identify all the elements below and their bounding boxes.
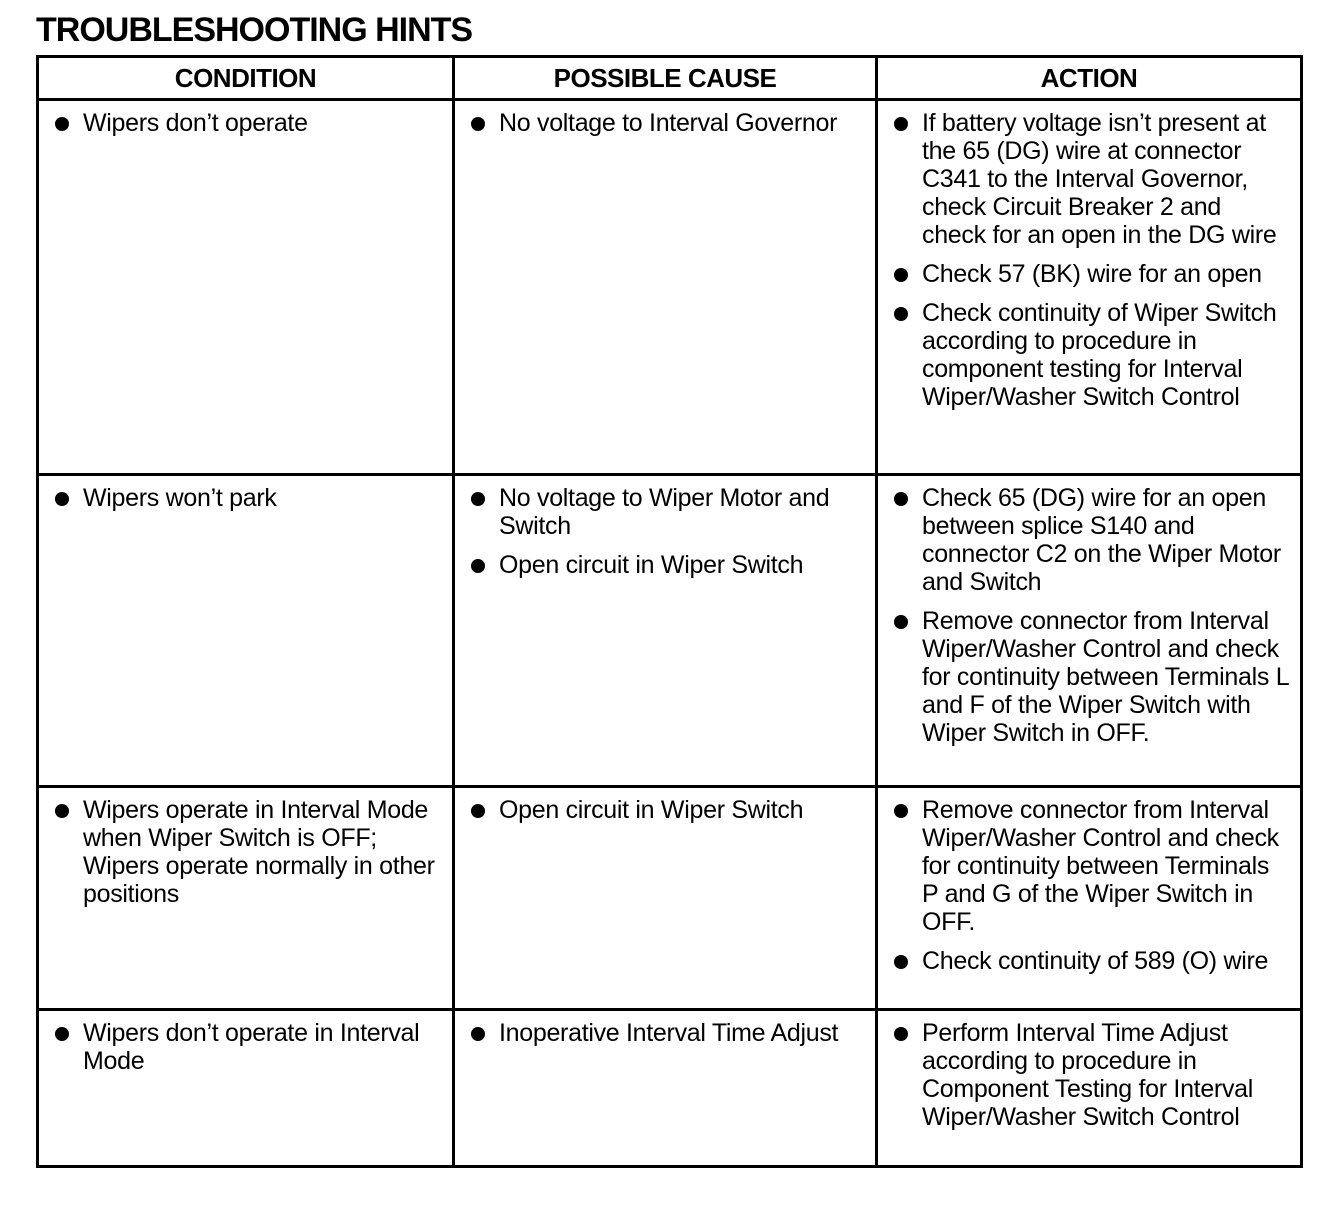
header-possible-cause: POSSIBLE CAUSE (454, 57, 877, 100)
bullet-icon (55, 804, 69, 818)
bullet-icon (471, 117, 485, 131)
list-item (469, 551, 865, 579)
condition-list (53, 796, 442, 908)
cause-list (469, 1019, 865, 1047)
list-item (53, 484, 442, 512)
action-text: Check continuity of 589 (O) wire (922, 947, 1269, 975)
condition-cell (38, 100, 454, 475)
action-text: Perform Interval Time Adjust according to procedure in Component Testing for Interval Wiper/Washer Switch Control (922, 1019, 1254, 1131)
bullet-icon (894, 1027, 908, 1041)
list-item (892, 260, 1290, 288)
cause-text: Inoperative Interval Time Adjust (499, 1019, 839, 1047)
list-item (892, 299, 1290, 411)
table-header-row (38, 57, 1302, 100)
bullet-icon (894, 268, 908, 282)
action-cell (877, 787, 1302, 1010)
bullet-icon (55, 117, 69, 131)
table-row (38, 475, 1302, 787)
bullet-icon (471, 1027, 485, 1041)
list-item (53, 796, 442, 908)
cause-cell (454, 100, 877, 475)
bullet-icon (894, 307, 908, 321)
cause-list (469, 484, 865, 579)
action-text: Remove connector from Interval Wiper/Washer Control and check for continuity between Terminals L and F of the Wiper Switch with Wiper Switch in OFF. (922, 607, 1289, 747)
bullet-icon (471, 492, 485, 506)
list-item (469, 796, 865, 824)
condition-list (53, 1019, 442, 1075)
table-row (38, 100, 1302, 475)
condition-text: Wipers don’t operate in Interval Mode (83, 1019, 420, 1075)
list-item (469, 109, 865, 137)
condition-cell (38, 475, 454, 787)
header-condition: CONDITION (38, 57, 454, 100)
action-text: If battery voltage isn’t present at the 65 (DG) wire at connector C341 to the Interval Governor, check Circuit Breaker 2 and check for an open in the DG wire (922, 109, 1277, 249)
list-item (892, 1019, 1290, 1131)
troubleshooting-table (36, 55, 1303, 1168)
list-item (892, 109, 1290, 249)
bullet-icon (894, 117, 908, 131)
bullet-icon (894, 615, 908, 629)
table-row (38, 787, 1302, 1010)
header-action: ACTION (877, 57, 1302, 100)
cause-text: No voltage to Wiper Motor and Switch (499, 484, 830, 540)
condition-cell (38, 787, 454, 1010)
bullet-icon (894, 804, 908, 818)
list-item (53, 1019, 442, 1075)
cause-list (469, 796, 865, 824)
page-title: TROUBLESHOOTING HINTS (36, 11, 473, 49)
action-cell (877, 475, 1302, 787)
list-item (892, 796, 1290, 936)
bullet-icon (894, 492, 908, 506)
cause-cell (454, 787, 877, 1010)
list-item (469, 484, 865, 540)
action-list (892, 1019, 1290, 1131)
action-cell (877, 100, 1302, 475)
action-list (892, 109, 1290, 411)
list-item (892, 947, 1290, 975)
action-list (892, 484, 1290, 747)
condition-list (53, 484, 442, 512)
cause-list (469, 109, 865, 137)
bullet-icon (55, 1027, 69, 1041)
condition-text: Wipers won’t park (83, 484, 277, 512)
condition-cell (38, 1010, 454, 1167)
bullet-icon (471, 559, 485, 573)
condition-list (53, 109, 442, 137)
action-list (892, 796, 1290, 975)
list-item (892, 607, 1290, 747)
action-text: Check 57 (BK) wire for an open (922, 260, 1262, 288)
condition-text: Wipers don’t operate (83, 109, 308, 137)
cause-cell (454, 1010, 877, 1167)
action-text: Check continuity of Wiper Switch according to procedure in component testing for Interval Wiper/Washer Switch Control (922, 299, 1277, 411)
cause-cell (454, 475, 877, 787)
bullet-icon (55, 492, 69, 506)
cause-text: Open circuit in Wiper Switch (499, 551, 804, 579)
table-row (38, 1010, 1302, 1167)
list-item (469, 1019, 865, 1047)
cause-text: Open circuit in Wiper Switch (499, 796, 804, 824)
cause-text: No voltage to Interval Governor (499, 109, 838, 137)
list-item (892, 484, 1290, 596)
condition-text: Wipers operate in Interval Mode when Wiper Switch is OFF; Wipers operate normally in other positions (83, 796, 435, 908)
action-text: Remove connector from Interval Wiper/Washer Control and check for continuity between Terminals P and G of the Wiper Switch in OFF. (922, 796, 1279, 936)
list-item (53, 109, 442, 137)
bullet-icon (471, 804, 485, 818)
action-cell (877, 1010, 1302, 1167)
bullet-icon (894, 955, 908, 969)
action-text: Check 65 (DG) wire for an open between splice S140 and connector C2 on the Wiper Motor and Switch (922, 484, 1281, 596)
